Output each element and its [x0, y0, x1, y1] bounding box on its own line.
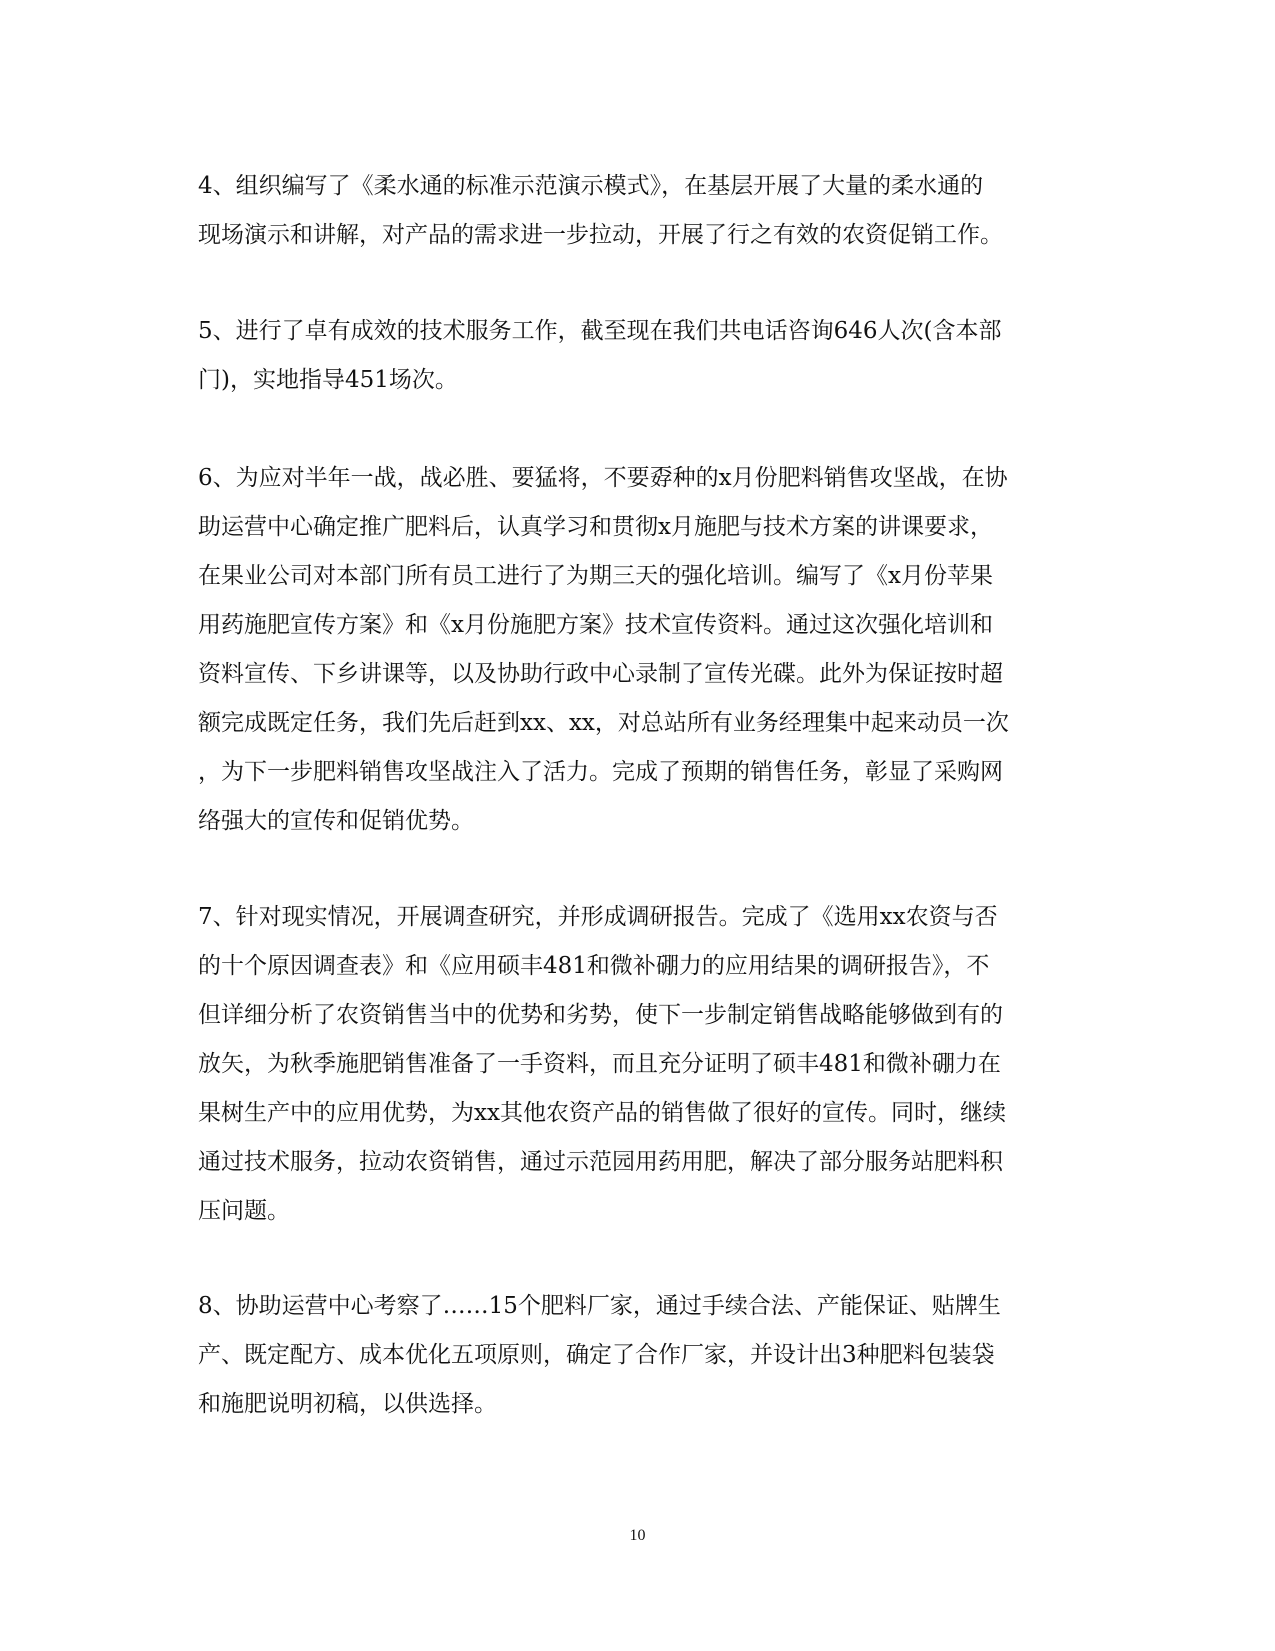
paragraph-item-6 [198, 454, 1078, 846]
paragraph-item-4 [198, 162, 1078, 260]
text-line: 压问题。 [198, 1198, 290, 1224]
text-line: 但详细分析了农资销售当中的优势和劣势，使下一步制定销售战略能够做到有的 [198, 1002, 1003, 1028]
text-line: 6、为应对半年一战，战必胜、要猛将，不要孬种的x月份肥料销售攻坚战，在协 [198, 465, 1008, 491]
text-line: 络强大的宣传和促销优势。 [198, 808, 474, 834]
text-line: 通过技术服务，拉动农资销售，通过示范园用药用肥，解决了部分服务站肥料积 [198, 1149, 1003, 1175]
text-line: 资料宣传、下乡讲课等，以及协助行政中心录制了宣传光碟。此外为保证按时超 [198, 661, 1003, 687]
page-number: 10 [629, 1527, 646, 1544]
text-line: 7、针对现实情况，开展调查研究，并形成调研报告。完成了《选用xx农资与否 [198, 904, 998, 930]
text-line: 4、组织编写了《柔水通的标准示范演示模式》，在基层开展了大量的柔水通的 [198, 173, 984, 199]
paragraph-item-5 [198, 307, 1078, 405]
text-line: 在果业公司对本部门所有员工进行了为期三天的强化培训。编写了《x月份苹果 [198, 563, 993, 589]
paragraph-item-7 [198, 893, 1078, 1236]
text-line: 和施肥说明初稿，以供选择。 [198, 1391, 497, 1417]
text-line: ，为下一步肥料销售攻坚战注入了活力。完成了预期的销售任务，彰显了采购网 [198, 759, 1003, 785]
text-line: 门)，实地指导451场次。 [198, 367, 458, 393]
text-line: 用药施肥宣传方案》和《x月份施肥方案》技术宣传资料。通过这次强化培训和 [198, 612, 993, 638]
text-line: 放矢，为秋季施肥销售准备了一手资料，而且充分证明了硕丰481和微补硼力在 [198, 1051, 1001, 1077]
text-line: 果树生产中的应用优势，为xx其他农资产品的销售做了很好的宣传。同时，继续 [198, 1100, 1006, 1126]
paragraph-item-8 [198, 1282, 1078, 1429]
text-line: 助运营中心确定推广肥料后，认真学习和贯彻x月施肥与技术方案的讲课要求， [198, 514, 993, 540]
text-line: 8、协助运营中心考察了……15个肥料厂家，通过手续合法、产能保证、贴牌生 [198, 1293, 1001, 1319]
text-line: 现场演示和讲解，对产品的需求进一步拉动，开展了行之有效的农资促销工作。 [198, 222, 1003, 248]
text-line: 的十个原因调查表》和《应用硕丰481和微补硼力的应用结果的调研报告》，不 [198, 953, 990, 979]
text-line: 产、既定配方、成本优化五项原则，确定了合作厂家，并设计出3种肥料包装袋 [198, 1342, 995, 1368]
text-line: 5、进行了卓有成效的技术服务工作，截至现在我们共电话咨询646人次(含本部 [198, 318, 1002, 344]
text-line: 额完成既定任务，我们先后赶到xx、xx，对总站所有业务经理集中起来动员一次 [198, 710, 1009, 736]
